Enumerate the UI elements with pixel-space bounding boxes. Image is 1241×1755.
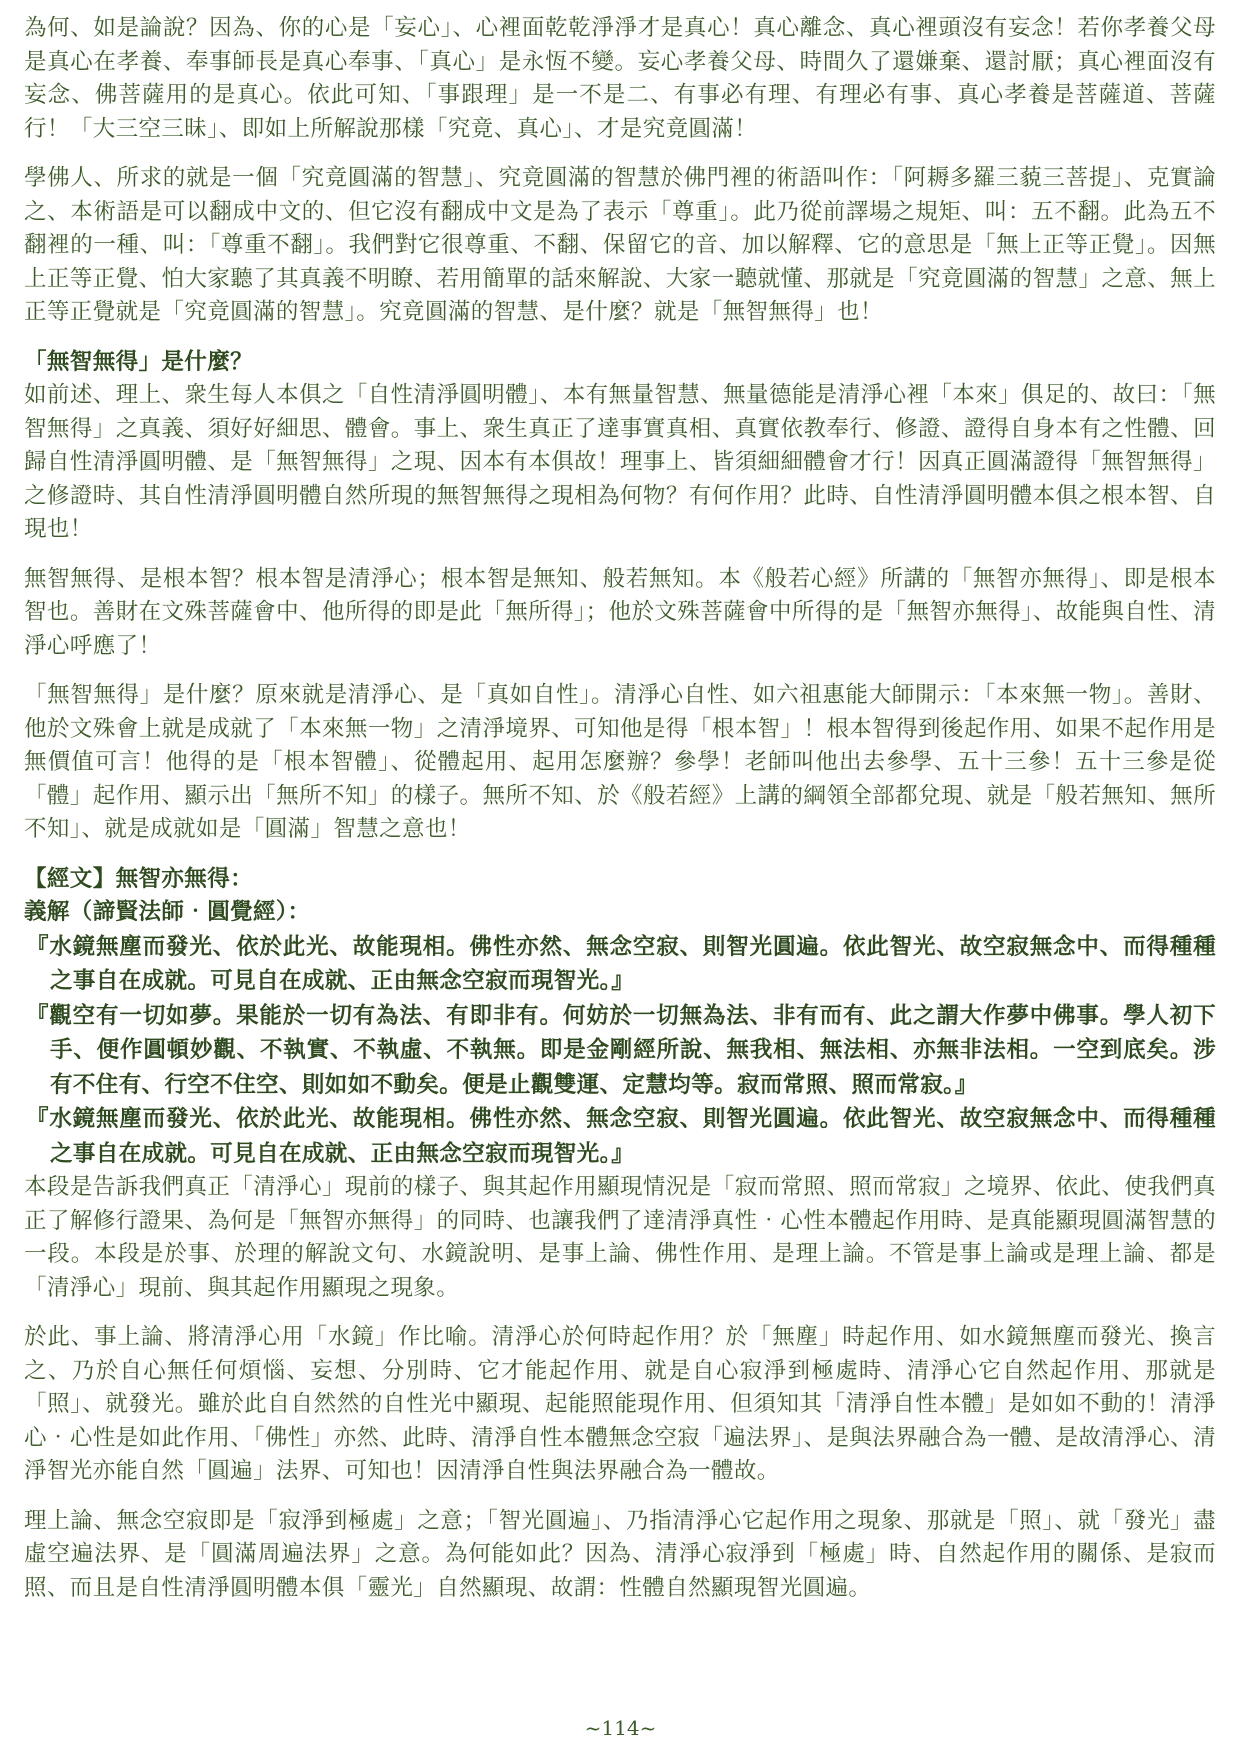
commentary-heading: 義解（諦賢法師‧圓覺經）： [24,899,311,925]
sutra-heading: 【經文】無智亦無得： [24,865,254,892]
paragraph-2: 學佛人、所求的就是一個「究竟圓滿的智慧」、究竟圓滿的智慧於佛門裡的術語叫作：「阿耨多羅三藐三菩提」、克實論之、本術語是可以翻成中文的、但它沒有翻成中文是為了表示「尊重」。此乃從前譯場之規矩、叫：五不翻。此為五不翻裡的一種、叫：「尊重不翻」。我們對它很尊重、不翻、保留它的音、加以解釋、它的意思是「無上正等正覺」。因無上正等正覺、怕大家聽了其真義不明瞭、若用簡單的話來解說、大家一聽就懂、那就是「究竟圓滿的智慧」之意、無上正等正覺就是「究竟圓滿的智慧」。究竟圓滿的智慧、是什麼？就是「無智無得」也！ [24,165,1216,325]
quote-1: 『水鏡無塵而發光、依於此光、故能現相。佛性亦然、無念空寂、則智光圓遍。依此智光、故空寂無念中、而得種種之事自在成就。可見自在成就、正由無念空寂而現智光。』 [26,933,1216,994]
paragraph-8: 理上論、無念空寂即是「寂淨到極處」之意；「智光圓遍」、乃指清淨心它起作用之現象、那就是「照」、就「發光」盡虛空遍法界、是「圓滿周遍法界」之意。為何能如此？因為、清淨心寂淨到「極處」時、自然起作用的關係、是寂而照、而且是自性清淨圓明體本俱「靈光」自然顯現、故謂：性體自然顯現智光圓遍。 [24,1507,1216,1601]
paragraph-3: 如前述、理上、衆生每人本俱之「自性清淨圓明體」、本有無量智慧、無量德能是清淨心裡「本來」俱足的、故曰：「無智無得」之真義、須好好細思、體會。事上、衆生真正了達事實真相、真實依教奉行、修證、證得自身本有之性體、回歸自性清淨圓明體、是「無智無得」之現、因本有本俱故！理事上、皆須細細體會才行！因真正圓滿證得「無智無得」之修證時、其自性清淨圓明體自然所現的無智無得之現相為何物？有何作用？此時、自性清淨圓明體本俱之根本智、自現也！ [24,382,1216,542]
paragraph-4: 無智無得、是根本智？根本智是清淨心；根本智是無知、般若無知。本《般若心經》所講的「無智亦無得」、即是根本智也。善財在文殊菩薩會中、他所得的即是此「無所得」；他於文殊菩薩會中所得的是「無智亦無得」、故能與自性、清淨心呼應了！ [24,565,1216,659]
document-page [24,12,1216,1712]
paragraph-1: 為何、如是論說？因為、你的心是「妄心」、心裡面乾乾淨淨才是真心！真心離念、真心裡頭沒有妄念！若你孝養父母是真心在孝養、奉事師長是真心奉事、「真心」是永恆不變。妄心孝養父母、時間久了還嫌棄、還討厭；真心裡面沒有妄念、佛菩薩用的是真心。依此可知、「事跟理」是一不是二、有事必有理、有理必有事、真心孝養是菩薩道、菩薩行！「大三空三昧」、即如上所解說那樣「究竟、真心」、才是究竟圓滿！ [24,15,1216,142]
paragraph-6: 本段是告訴我們真正「清淨心」現前的樣子、與其起作用顯現情況是「寂而常照、照而常寂」之境界、依此、使我們真正了解修行證果、為何是「無智亦無得」的同時、也讓我們了達清淨真性‧心性本體起作用時、是真能顯現圓滿智慧的一段。本段是於事、於理的解說文句、水鏡說明、是事上論、佛性作用、是理上論。不管是事上論或是理上論、都是「清淨心」現前、與其起作用顯現之現象。 [24,1174,1216,1301]
section-heading: 「無智無得」是什麼？ [24,348,254,375]
paragraph-7: 於此、事上論、將清淨心用「水鏡」作比喻。清淨心於何時起作用？於「無塵」時起作用、如水鏡無塵而發光、換言之、乃於自心無任何煩惱、妄想、分別時、它才能起作用、就是自心寂淨到極處時、清淨心它自然起作用、那就是「照」、就發光。雖於此自自然然的自性光中顯現、起能照能現作用、但須知其「清淨自性本體」是如如不動的！清淨心‧心性是如此作用、「佛性」亦然、此時、清淨自性本體無念空寂「遍法界」、是與法界融合為一體、是故清淨心、清淨智光亦能自然「圓遍」法界、可知也！因清淨自性與法界融合為一體故。 [24,1324,1216,1484]
quote-3: 『水鏡無塵而發光、依於此光、故能現相。佛性亦然、無念空寂、則智光圓遍。依此智光、故空寂無念中、而得種種之事自在成就。可見自在成就、正由無念空寂而現智光。』 [26,1106,1216,1167]
paragraph-5: 「無智無得」是什麼？原來就是清淨心、是「真如自性」。清淨心自性、如六祖惠能大師開示：「本來無一物」。善財、他於文殊會上就是成就了「本來無一物」之清淨境界、可知他是得「根本智」！根本智得到後起作用、如果不起作用是無價值可言！他得的是「根本智體」、從體起用、起用怎麼辦？參學！老師叫他出去參學、五十三參！五十三參是從「體」起作用、顯示出「無所不知」的樣子。無所不知、於《般若經》上講的綱領全部都兌現、就是「般若無知、無所不知」、就是成就如是「圓滿」智慧之意也！ [24,682,1216,842]
page-number: ~114~ [584,1716,657,1740]
quote-2: 『觀空有一切如夢。果能於一切有為法、有即非有。何妨於一切無為法、非有而有、此之謂大作夢中佛事。學人初下手、便作圓頓妙觀、不執實、不執虛、不執無。即是金剛經所說、無我相、無法相、亦無非法相。一空到底矣。涉有不住有、行空不住空、則如如不動矣。便是止觀雙運、定慧均等。寂而常照、照而常寂。』 [26,1002,1216,1098]
